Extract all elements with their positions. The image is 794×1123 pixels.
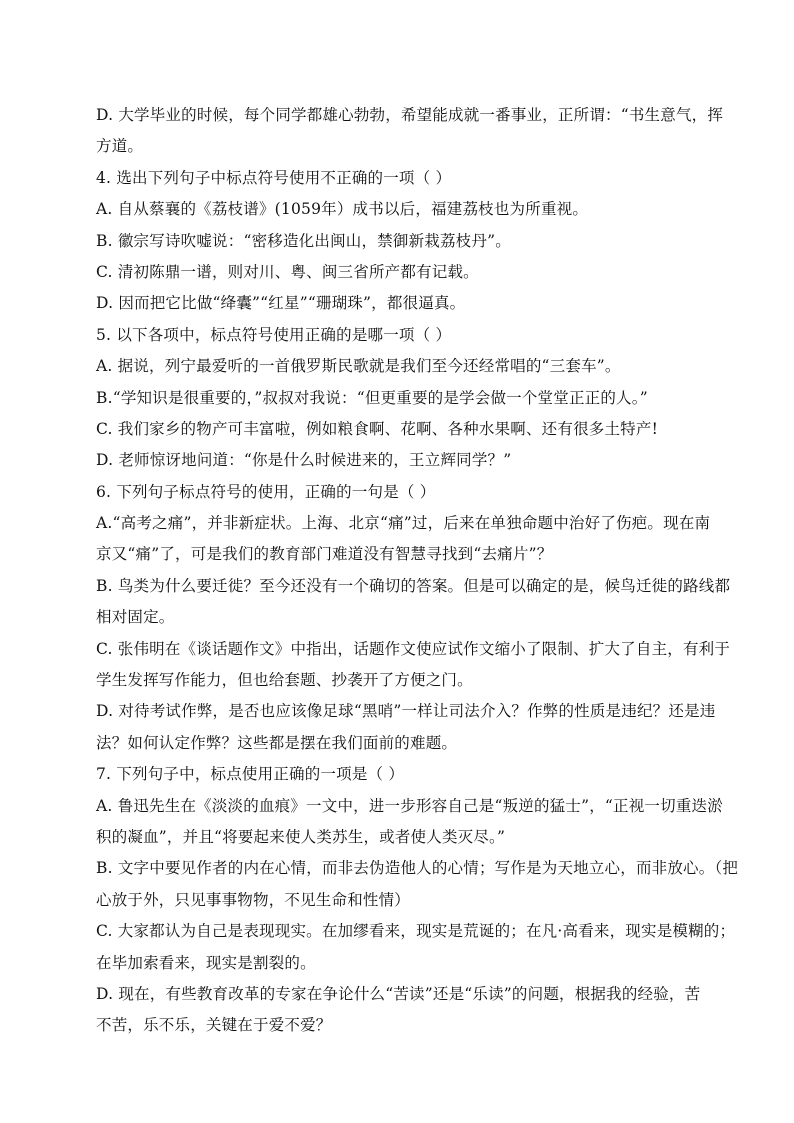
option-line: B. 徽宗写诗吹嘘说：“密移造化出闽山，禁御新栽荔枝丹”。 [96, 231, 511, 250]
option-line-continued: 相对固定。 [96, 608, 175, 627]
question-5-stem: 5. 以下各项中，标点符号使用正确的是哪一项（ ） [96, 325, 452, 344]
option-line: A.“高考之痛”，并非新症状。上海、北京“痛”过，后来在单独命题中治好了伤疤。现在南 [96, 514, 711, 533]
option-line: A. 鲁迅先生在《淡淡的血痕》一文中，进一步形容自己是“叛逆的猛士”，“正视一切重迭淤 [96, 796, 723, 815]
question-7-stem: 7. 下列句子中，标点使用正确的一项是（ ） [96, 765, 405, 784]
option-line-continued: 京又“痛”了，可是我们的教育部门难道没有智慧寻找到“去痛片”？ [96, 545, 553, 564]
text-line: 方道。 [96, 137, 144, 156]
option-line: C. 大家都认为自己是表现现实。在加缪看来，现实是荒诞的；在凡·高看来，现实是模糊的； [96, 922, 736, 941]
option-line-continued: 在毕加索看来，现实是割裂的。 [96, 953, 316, 972]
question-text-block [96, 100, 739, 1042]
option-line-continued: 积的凝血”，并且“将要起来使人类苏生，或者使人类灭尽。” [96, 827, 506, 846]
option-line: B. 鸟类为什么要迁徙？至今还没有一个确切的答案。但是可以确定的是，候鸟迁徙的路线都 [96, 576, 731, 595]
option-line: C. 张伟明在《谈话题作文》中指出，话题作文使应试作文缩小了限制、扩大了自主，有利于 [96, 639, 731, 658]
option-line: B.“学知识是很重要的，”叔叔对我说：“但更重要的是学会做一个堂堂正正的人。” [96, 388, 648, 407]
option-line: C. 清初陈鼎一谱，则对川、粤、闽三省所产都有记载。 [96, 262, 479, 281]
option-line: B. 文字中要见作者的内在心情，而非去伪造他人的心情；写作是为天地立心，而非放心。（把 [96, 859, 739, 878]
option-line-continued: 不苦，乐不乐，关键在于爱不爱？ [96, 1016, 332, 1035]
option-line-continued: 学生发挥写作能力，但也给套题、抄袭开了方便之门。 [96, 671, 473, 690]
option-line-continued: 法？如何认定作弊？这些都是摆在我们面前的难题。 [96, 733, 458, 752]
option-line: D. 因而把它比做“绛囊”“红星”“珊瑚珠”，都很逼真。 [96, 294, 466, 313]
text-line: D. 大学毕业的时候，每个同学都雄心勃勃，希望能成就一番事业，正所谓：“书生意气，挥 [96, 106, 724, 124]
option-line: D. 对待考试作弊，是否也应该像足球“黑哨”一样让司法介入？作弊的性质是违纪？还是违 [96, 702, 716, 721]
option-line-continued: 心放于外，只见事事物物，不见生命和性情） [96, 890, 411, 909]
option-line: A. 据说，列宁最爱听的一首俄罗斯民歌就是我们至今还经常唱的“三套车”。 [96, 357, 621, 376]
option-line: A. 自从蔡襄的《荔枝谱》(1059年）成书以后，福建荔枝也为所重视。 [96, 200, 589, 219]
option-line: D. 老师惊讶地问道：“你是什么时候进来的，王立辉同学？” [96, 451, 512, 470]
question-4-stem: 4. 选出下列句子中标点符号使用不正确的一项（ ） [96, 168, 452, 187]
question-6-stem: 6. 下列句子标点符号的使用，正确的一句是（ ） [96, 482, 436, 501]
option-line: C. 我们家乡的物产可丰富啦，例如粮食啊、花啊、各种水果啊、还有很多土特产! [96, 419, 658, 438]
option-line: D. 现在，有些教育改革的专家在争论什么“苦读”还是“乐读”的问题，根据我的经验，苦 [96, 984, 701, 1003]
